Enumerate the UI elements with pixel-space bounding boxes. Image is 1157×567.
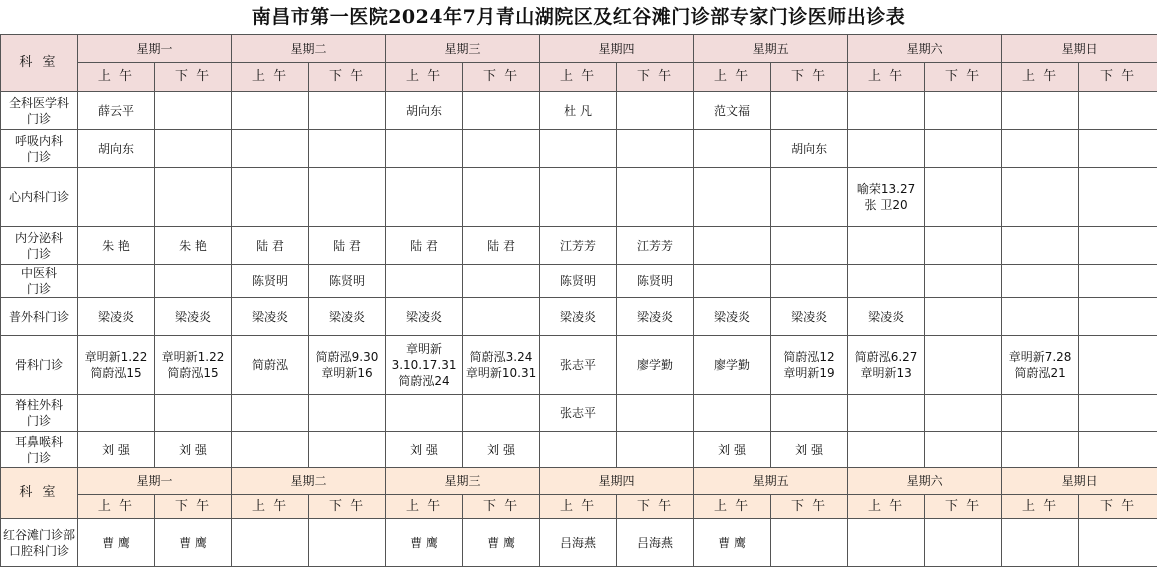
- department-name: 全科医学科 门诊: [1, 92, 78, 130]
- table-row: [1, 519, 1157, 567]
- schedule-cell: [232, 130, 309, 168]
- table-row: [1, 336, 1157, 395]
- schedule-cell: [232, 432, 309, 468]
- schedule-cell: 梁凌炎: [78, 298, 155, 336]
- day-header: 星期日: [1002, 35, 1157, 63]
- schedule-cell: [309, 168, 386, 227]
- schedule-cell: 梁凌炎: [694, 298, 771, 336]
- schedule-cell: [1079, 92, 1157, 130]
- schedule-cell: [309, 519, 386, 567]
- schedule-cell: 刘 强: [386, 432, 463, 468]
- schedule-cell: [386, 265, 463, 298]
- schedule-cell: [1079, 336, 1157, 395]
- schedule-cell: [617, 92, 694, 130]
- schedule-cell: [617, 432, 694, 468]
- schedule-cell: 廖学勤: [617, 336, 694, 395]
- schedule-cell: [1002, 432, 1079, 468]
- schedule-cell: [309, 92, 386, 130]
- schedule-cell: 张志平: [540, 395, 617, 432]
- pm-header: 下 午: [155, 495, 232, 519]
- pm-header: 下 午: [617, 495, 694, 519]
- department-name: 耳鼻喉科 门诊: [1, 432, 78, 468]
- schedule-cell: [540, 168, 617, 227]
- pm-header: 下 午: [463, 495, 540, 519]
- day-header: 星期五: [694, 35, 848, 63]
- pm-header: 下 午: [155, 63, 232, 92]
- am-header: 上 午: [386, 495, 463, 519]
- table-row: [1, 298, 1157, 336]
- schedule-cell: 梁凌炎: [155, 298, 232, 336]
- schedule-cell: 梁凌炎: [771, 298, 848, 336]
- schedule-cell: 胡向东: [386, 92, 463, 130]
- schedule-cell: [617, 130, 694, 168]
- schedule-cell: [232, 519, 309, 567]
- am-header: 上 午: [848, 63, 925, 92]
- schedule-cell: 梁凌炎: [617, 298, 694, 336]
- table-row: [1, 130, 1157, 168]
- schedule-cell: 曹 鹰: [386, 519, 463, 567]
- schedule-cell: [1079, 227, 1157, 265]
- schedule-cell: [694, 130, 771, 168]
- schedule-cell: [771, 265, 848, 298]
- schedule-cell: 吕海燕: [617, 519, 694, 567]
- am-header: 上 午: [78, 63, 155, 92]
- schedule-cell: 吕海燕: [540, 519, 617, 567]
- schedule-cell: 曹 鹰: [155, 519, 232, 567]
- schedule-cell: 简蔚泓6.27 章明新13: [848, 336, 925, 395]
- schedule-cell: 朱 艳: [78, 227, 155, 265]
- table-row: [1, 92, 1157, 130]
- schedule-cell: 曹 鹰: [78, 519, 155, 567]
- schedule-cell: [463, 265, 540, 298]
- schedule-cell: 梁凌炎: [540, 298, 617, 336]
- schedule-cell: [1002, 519, 1079, 567]
- schedule-cell: [309, 130, 386, 168]
- schedule-cell: [1002, 395, 1079, 432]
- schedule-cell: [463, 92, 540, 130]
- day-header: 星期四: [540, 35, 694, 63]
- am-header: 上 午: [232, 495, 309, 519]
- schedule-cell: 陆 君: [309, 227, 386, 265]
- day-header: 星期四: [540, 468, 694, 495]
- day-header: 星期三: [386, 468, 540, 495]
- schedule-cell: 章明新1.22 简蔚泓15: [155, 336, 232, 395]
- schedule-cell: 简蔚泓9.30 章明新16: [309, 336, 386, 395]
- schedule-cell: [78, 265, 155, 298]
- schedule-cell: [925, 519, 1002, 567]
- schedule-cell: [232, 168, 309, 227]
- schedule-cell: [386, 168, 463, 227]
- ampm-header-row: [1, 63, 1157, 92]
- day-header: 星期二: [232, 35, 386, 63]
- schedule-cell: 刘 强: [78, 432, 155, 468]
- day-header: 星期五: [694, 468, 848, 495]
- schedule-cell: [1079, 130, 1157, 168]
- schedule-cell: [1002, 265, 1079, 298]
- schedule-cell: [1079, 168, 1157, 227]
- pm-header: 下 午: [463, 63, 540, 92]
- schedule-cell: [309, 432, 386, 468]
- am-header: 上 午: [540, 63, 617, 92]
- am-header: 上 午: [694, 495, 771, 519]
- am-header: 上 午: [540, 495, 617, 519]
- schedule-cell: [694, 395, 771, 432]
- schedule-cell: [925, 168, 1002, 227]
- schedule-cell: [925, 395, 1002, 432]
- pm-header: 下 午: [617, 63, 694, 92]
- day-header: 星期六: [848, 35, 1002, 63]
- schedule-cell: 江芳芳: [540, 227, 617, 265]
- am-header: 上 午: [232, 63, 309, 92]
- schedule-cell: 胡向东: [771, 130, 848, 168]
- schedule-cell: [848, 519, 925, 567]
- schedule-cell: [1079, 432, 1157, 468]
- schedule-cell: 廖学勤: [694, 336, 771, 395]
- schedule-cell: [848, 130, 925, 168]
- schedule-cell: 陈贤明: [309, 265, 386, 298]
- pm-header: 下 午: [1079, 495, 1157, 519]
- day-header: 星期三: [386, 35, 540, 63]
- schedule-cell: 曹 鹰: [463, 519, 540, 567]
- schedule-cell: 梁凌炎: [386, 298, 463, 336]
- schedule-cell: 范文福: [694, 92, 771, 130]
- schedule-cell: [771, 395, 848, 432]
- schedule-cell: [309, 395, 386, 432]
- dept-column-header: 科 室: [1, 468, 78, 519]
- department-name: 内分泌科 门诊: [1, 227, 78, 265]
- schedule-cell: [925, 336, 1002, 395]
- schedule-cell: [1002, 168, 1079, 227]
- schedule-cell: 陈贤明: [232, 265, 309, 298]
- schedule-cell: [1079, 265, 1157, 298]
- schedule-cell: [386, 395, 463, 432]
- schedule-cell: [694, 265, 771, 298]
- schedule-cell: [463, 130, 540, 168]
- schedule-cell: [1079, 395, 1157, 432]
- schedule-cell: [1079, 298, 1157, 336]
- department-name: 中医科 门诊: [1, 265, 78, 298]
- schedule-cell: [771, 519, 848, 567]
- schedule-cell: 梁凌炎: [309, 298, 386, 336]
- department-name: 红谷滩门诊部 口腔科门诊: [1, 519, 78, 567]
- page-title: 南昌市第一医院2024年7月青山湖院区及红谷滩门诊部专家门诊医师出诊表: [0, 0, 1157, 34]
- schedule-cell: 陆 君: [463, 227, 540, 265]
- schedule-cell: [540, 432, 617, 468]
- schedule-cell: [617, 168, 694, 227]
- department-name: 骨科门诊: [1, 336, 78, 395]
- schedule-cell: 朱 艳: [155, 227, 232, 265]
- day-header-row: [1, 468, 1157, 495]
- schedule-cell: [1002, 298, 1079, 336]
- pm-header: 下 午: [1079, 63, 1157, 92]
- schedule-cell: [463, 395, 540, 432]
- day-header: 星期一: [78, 35, 232, 63]
- schedule-cell: [463, 298, 540, 336]
- schedule-cell: [771, 168, 848, 227]
- table-row: [1, 168, 1157, 227]
- am-header: 上 午: [1002, 495, 1079, 519]
- schedule-cell: 陈贤明: [617, 265, 694, 298]
- schedule-cell: 章明新1.22 简蔚泓15: [78, 336, 155, 395]
- schedule-cell: 梁凌炎: [232, 298, 309, 336]
- schedule-cell: [1002, 130, 1079, 168]
- pm-header: 下 午: [309, 63, 386, 92]
- schedule-cell: 梁凌炎: [848, 298, 925, 336]
- schedule-cell: [155, 168, 232, 227]
- schedule-cell: [155, 130, 232, 168]
- schedule-cell: 胡向东: [78, 130, 155, 168]
- am-header: 上 午: [848, 495, 925, 519]
- schedule-cell: [155, 395, 232, 432]
- pm-header: 下 午: [771, 495, 848, 519]
- schedule-cell: [155, 92, 232, 130]
- table-row: [1, 265, 1157, 298]
- schedule-cell: 喻荣13.27 张 卫20: [848, 168, 925, 227]
- schedule-cell: [925, 265, 1002, 298]
- ampm-header-row: [1, 495, 1157, 519]
- schedule-cell: [1002, 92, 1079, 130]
- schedule-cell: [848, 432, 925, 468]
- schedule-cell: 陆 君: [232, 227, 309, 265]
- schedule-cell: [925, 432, 1002, 468]
- day-header-row: [1, 35, 1157, 63]
- pm-header: 下 午: [309, 495, 386, 519]
- schedule-table: [0, 34, 1157, 567]
- day-header: 星期六: [848, 468, 1002, 495]
- schedule-cell: 陆 君: [386, 227, 463, 265]
- schedule-cell: 简蔚泓: [232, 336, 309, 395]
- schedule-cell: [848, 92, 925, 130]
- schedule-cell: [848, 227, 925, 265]
- schedule-cell: [771, 227, 848, 265]
- schedule-cell: [1079, 519, 1157, 567]
- schedule-cell: [463, 168, 540, 227]
- table-row: [1, 432, 1157, 468]
- dept-column-header: 科 室: [1, 35, 78, 92]
- schedule-cell: [78, 395, 155, 432]
- table-row: [1, 395, 1157, 432]
- schedule-cell: 简蔚泓3.24 章明新10.31: [463, 336, 540, 395]
- schedule-cell: 章明新7.28 简蔚泓21: [1002, 336, 1079, 395]
- department-name: 脊柱外科 门诊: [1, 395, 78, 432]
- schedule-cell: [925, 298, 1002, 336]
- schedule-cell: [771, 92, 848, 130]
- schedule-cell: [232, 395, 309, 432]
- pm-header: 下 午: [925, 495, 1002, 519]
- schedule-cell: [694, 227, 771, 265]
- schedule-cell: [540, 130, 617, 168]
- schedule-cell: [694, 168, 771, 227]
- schedule-cell: 张志平: [540, 336, 617, 395]
- schedule-cell: 简蔚泓12 章明新19: [771, 336, 848, 395]
- schedule-cell: [386, 130, 463, 168]
- schedule-cell: 刘 强: [155, 432, 232, 468]
- pm-header: 下 午: [925, 63, 1002, 92]
- schedule-cell: 章明新 3.10.17.31 简蔚泓24: [386, 336, 463, 395]
- schedule-cell: 刘 强: [694, 432, 771, 468]
- schedule-cell: [925, 227, 1002, 265]
- table-row: [1, 227, 1157, 265]
- pm-header: 下 午: [771, 63, 848, 92]
- schedule-cell: [925, 130, 1002, 168]
- schedule-cell: 刘 强: [771, 432, 848, 468]
- schedule-cell: [848, 265, 925, 298]
- schedule-cell: [78, 168, 155, 227]
- schedule-cell: 刘 强: [463, 432, 540, 468]
- schedule-cell: [617, 395, 694, 432]
- schedule-cell: [155, 265, 232, 298]
- schedule-cell: [925, 92, 1002, 130]
- schedule-cell: 杜 凡: [540, 92, 617, 130]
- day-header: 星期日: [1002, 468, 1157, 495]
- schedule-cell: 薛云平: [78, 92, 155, 130]
- am-header: 上 午: [694, 63, 771, 92]
- day-header: 星期二: [232, 468, 386, 495]
- schedule-cell: 江芳芳: [617, 227, 694, 265]
- department-name: 心内科门诊: [1, 168, 78, 227]
- day-header: 星期一: [78, 468, 232, 495]
- schedule-cell: [232, 92, 309, 130]
- department-name: 普外科门诊: [1, 298, 78, 336]
- department-name: 呼吸内科 门诊: [1, 130, 78, 168]
- am-header: 上 午: [386, 63, 463, 92]
- am-header: 上 午: [1002, 63, 1079, 92]
- schedule-cell: 曹 鹰: [694, 519, 771, 567]
- am-header: 上 午: [78, 495, 155, 519]
- schedule-cell: [1002, 227, 1079, 265]
- schedule-cell: [848, 395, 925, 432]
- schedule-cell: 陈贤明: [540, 265, 617, 298]
